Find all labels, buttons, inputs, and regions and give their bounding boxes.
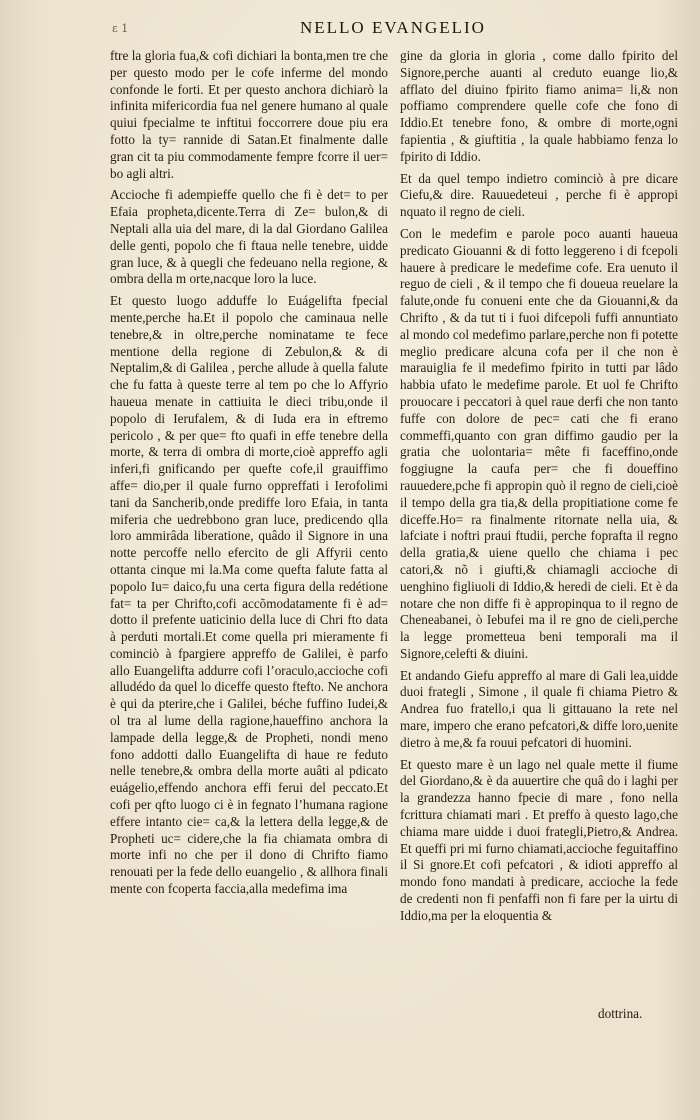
left-text-column [110,48,388,903]
running-head: NELLO EVANGELIO [300,18,486,37]
right-paragraph: Con le medefim e parole poco auanti haueua predicato Giouanni & di fotto leggereno i di fcepoli hauere à predicare le medefime cofe. Era uenuto il reguo de cieli , & il tempo che fi doueua reuelare la falute,onde fu conueni ente che da Giouanni,& da Chrifto , & da tut ti i fuoi difcepoli fuffi annuntiato al mondo col medefimo parlare,perche non fi potette meglio predicare alcuna cofa per il che non è marauiglia fe il medefimo fpirito in tutti par lâdo habbia ufato le medefime parole. Et uol fe Chrifto prouocare i peccatori à quel raue derfi che non tanto fuffe con dolore de pec= cati che fi erano commeffi,quanto con gran diffimo gaudio per la gratia che uolontaria= mête fi faceffino,onde foggiugne la caufa per= che fi doueffino rauuedere,pche fi appropin quò il regno de cieli,cioè il tempo della gra tia,& della propitiatione come fe diceffe.Ho= ra finalmente ritornate nella uia, & lafciate i noftri praui ftudii, perche foprafta il regno della gratia,& uiene quello che chiama i pec catori,& nõ i giufti,& chiamagli accioche di uenghino figliuoli di Iddio,& heredi de cieli. Et è da notare che non diffe fi è appropinqua to il regno de Cheneabanei, ò Iebufei ma il re gno de cieli,perche la legge prometteua beni temporali ma il Signore,celefti & diuini. [400,225,678,661]
right-paragraph: Et andando Giefu appreffo al mare di Gali lea,uidde duoi frategli , Simone , il quale fi chiama Pietro & Andrea fuo fratello,i qua li gittauano la rete nel mare, impero che erano pefcatori,& diffe loro,uenite dietro à me,& fa rouui pefcatori di huomini. [400,667,678,750]
left-paragraph: Accioche fi adempieffe quello che fi è det= to per Efaia propheta,dicente.Terra di Ze= bulon,& di Neptali alla uia del mare, di la dal Giordano Galilea delle genti, popolo che fi ftaua nelle tenebre, uidde gran luce, & à quegli che fedeuano nella regione, & ombra della m orte,nacque loro la luce. [110,187,388,287]
right-paragraph: gine da gloria in gloria , come dallo fpirito del Signore,perche auanti al creduto euange lio,& afflato del diuino fpirito fiamo anima= li,& non poffiamo comprendere quelle cofe che fono di Iddio.Et tenebre fono, & ombre di morte,ogni fapientia , & giuftitia , la quale habbiamo fenza lo fpirito di Iddio. [400,48,678,164]
right-paragraph: Et questo mare è un lago nel quale mette il fiume del Giordano,& è da auuertire che quâ do i laghi per la grandezza hanno fpecie di mare , fono nella fcrittura chiamati mari . Et preffo à questo lago,che chiama mare uidde i duoi frategli,Pietro,& Andrea. Et queffi pri mi furno chiamati,accioche feguitaffino il Si gnore.Et cofi pefcatori , & idioti appreffo al mondo fono mandati à predicare, accioche la fede de credenti non fi penfaffi non fi fare per la uirtu di Iddio,ma per la eloquentia & [400,756,678,923]
folio-number: ε 1 [112,22,129,35]
right-text-column [400,48,678,930]
left-paragraph: ftre la gloria fua,& cofi dichiari la bonta,men tre che per questo modo per le cofe inferme del mondo confonde le forti. Et per questo anchora dichiarò la infinita mifericordia fua nel genere humano al quale quiui fpecialme te inftitui foccorrere doue piu era fotto la ty= rannide di Satan.Et finalmente dalle gran cit ta piu commodamente fempre fcorre il uer= bo agli altri. [110,48,388,181]
catchword: dottrina. [598,1006,643,1021]
left-paragraph: Et questo luogo adduffe lo Euágelifta fpecial mente,perche ha.Et il popolo che caminaua nelle tenebre,& in oltre,perche nominatame te fece mentione della regione di Zebulon,& & di Neptalim,& di Galilea , perche allude à quella falute che fu fatta à queste terre al tem po che lo Affyrio haueua menate in cattiuita le dieci tribu,onde il popolo di Ierufalem, & di Iuda era in eftremo pericolo , & per que= fto quafi in effe tenebre della morte, & terra di ombra di morte,cioè appreffo agli inferi,fi gnificando per quefte cofe,il grauiffimo affe= dio,per il quale furno oppreffati i Ierofolimi tani da Sancherib,onde prediffe loro Efaia, in tanta miferia che uedrebbono gran luce, predicendo qlla loro ammirâda liberatione, quâdo il Signore in una notte percoffe nello efercito de gli Affyrii cento ottanta cinque mi la.Ma come quefta falute fatta al popolo Iu= daico,fu una certa figura della redétione fat= ta per Chrifto,cofi accõmodatamente fi è ad= dotto il prefente uaticinio della luce di Chri fto data à perduti mortali.Et come quella pri mieramente fi cominciò à fpargiere appreffo de Galilei, è parfo allo Euangelifta addurre cofi l’oraculo,accioche cofi alludédo da quel lo diceffe questo ftefto. Ne anchora è qui da pterire,che i Galilei, béche fuffino Iudei,& ol tra al lume della ragione,haueffino anchora la lampade della legge,& de Propheti, nondi meno fono addotti dallo Euangelifta di haue re feduto nelle tenebre,& ombra della morte auâti al pdicato euágelio,effendo anchora effi ferui del peccato.Et cofi per qfto luogo ci è in fegnato l’humana ragione effere intanto cie= ca,& la lettera della legge,& de Propheti uc= cidere,che la fia chiamata ombra di morte infi no che per il dono di Chrifto fiamo renouati per la fede dello euangelio , & allhora finali mente con fcoperta faccia,alla medefima ima [110,293,388,897]
right-paragraph: Et da quel tempo indietro cominciò à pre dicare Ciefu,& dire. Rauuedeteui , perche fi è appropi nquato il regno de cieli. [400,170,678,220]
